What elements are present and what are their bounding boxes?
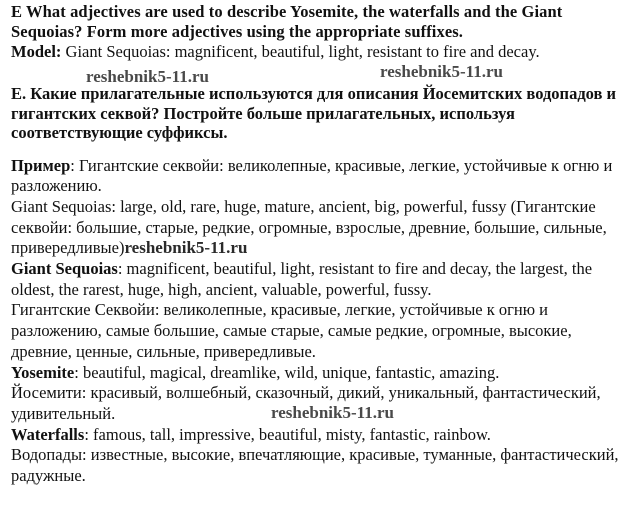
sequoias-text: : magnificent, beautiful, light, resistant to fire and decay, the largest, the oldest, the rarest, huge, high, ancient, valuable, powerful, fussy. — [11, 259, 593, 299]
watermark-2: reshebnik5-11.ru — [380, 62, 503, 81]
sequoias-paragraph — [11, 259, 631, 300]
example-label: Пример — [11, 155, 71, 175]
task-russian: Е. Какие прилагательные используются для описания Йосемитских водопадов и гигантских секвой? Постройте больше прилагательных, используя соответствующие суффиксы. — [11, 84, 617, 142]
yosemite-paragraph — [11, 363, 631, 384]
sequoias-list-paragraph — [11, 197, 631, 259]
watermark-inline: reshebnik5-11.ru — [124, 238, 248, 258]
model-text: Giant Sequoias: magnificent, beautiful, light, resistant to fire and decay. — [61, 42, 540, 61]
waterfalls-text: : famous, tall, impressive, beautiful, misty, fantastic, rainbow. — [84, 424, 491, 444]
sequoias-list-text: Giant Sequoias: large, old, rare, huge, mature, ancient, big, powerful, fussy (Гигантские секвойи: большие, старые, редкие, огромные, взрослые, древние, большие, сильные, привередливые) — [11, 196, 607, 258]
answer-block — [11, 156, 631, 487]
watermark-4: reshebnik5-11.ru — [271, 403, 394, 422]
sequoias-ru-paragraph: Гигантские Секвойи: великолепные, красивые, легкие, устойчивые к огню и разложению, самые большие, самые старые, самые редкие, огромные, высокие, древние, ценные, сильные, привередливые. — [11, 300, 572, 361]
model-line — [11, 42, 631, 62]
waterfalls-paragraph — [11, 425, 631, 446]
watermark-1: reshebnik5-11.ru — [86, 67, 209, 86]
waterfalls-label: Waterfalls — [11, 424, 85, 444]
yosemite-text: : beautiful, magical, dreamlike, wild, unique, fantastic, amazing. — [74, 362, 500, 382]
yosemite-label: Yosemite — [11, 362, 75, 382]
waterfalls-ru-paragraph: Водопады: известные, высокие, впечатляющие, красивые, туманные, фантастический, радужные. — [11, 445, 619, 486]
task-english: E What adjectives are used to describe Yosemite, the waterfalls and the Giant Sequoias? Form more adjectives using the appropriate suffixes. — [11, 2, 563, 41]
sequoias-label: Giant Sequoias — [11, 259, 118, 279]
example-text: : Гигантские секвойи: великолепные, красивые, легкие, устойчивые к огню и разложению. — [11, 155, 613, 196]
yosemite-ru-paragraph: Йосемити: красивый, волшебный, сказочный, дикий, уникальный, фантастический, удивительный. — [11, 383, 601, 423]
model-label: Model: — [11, 42, 62, 61]
example-paragraph — [11, 156, 631, 197]
